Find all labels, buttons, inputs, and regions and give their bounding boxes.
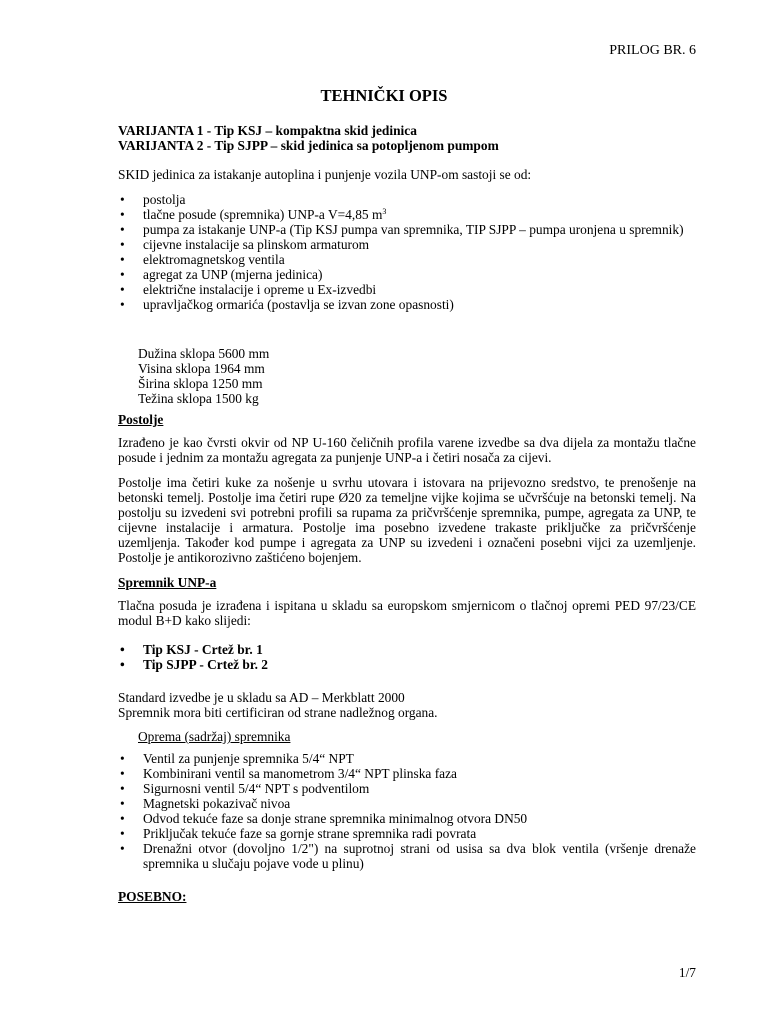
dimension-width: Širina sklopa 1250 mm: [138, 376, 263, 391]
standard-line: Standard izvedbe je u skladu sa AD – Merkblatt 2000: [118, 690, 405, 705]
page-number: 1/7: [678, 965, 696, 980]
list-item: • upravljačkog ormarića (postavlja se izvan zone opasnosti): [120, 297, 454, 312]
bullet-icon: •: [120, 222, 125, 237]
postolje-paragraph-1: Izrađeno je kao čvrsti okvir od NP U-160 čeličnih profila varene izvedbe sa dva dijela za montažu tlačne posude i jednim za montažu agregata za punjenje UNP-a i četiri nosača za cijevi.: [118, 435, 696, 465]
list-item: • tlačne posude (spremnika) UNP-a V=4,85 $m^3$: [120, 207, 387, 222]
list-item: • cijevne instalacije sa plinskom armaturom: [120, 237, 370, 252]
bullet-icon: •: [120, 192, 125, 207]
bullet-icon: •: [120, 282, 125, 297]
bullet-icon: •: [120, 841, 125, 856]
bullet-icon: •: [120, 766, 125, 781]
oprema-heading: Oprema (sadržaj) spremnika: [138, 729, 291, 744]
attachment-label: PRILOG BR. 6: [609, 43, 696, 58]
intro-text: SKID jedinica za istakanje autoplina i punjenje vozila UNP-om sastoji se od:: [118, 167, 532, 182]
spremnik-paragraph: Tlačna posuda je izrađena i ispitana u skladu sa europskom smjernicom o tlačnoj opremi PED 97/23/CE modul B+D kako slijedi:: [118, 598, 696, 628]
list-item: • Odvod tekuće faze sa donje strane spremnika minimalnog otvora DN50: [120, 811, 528, 826]
bullet-icon: •: [120, 297, 125, 312]
spremnik-heading: Spremnik UNP-a: [118, 575, 217, 590]
postolje-paragraph-2: Postolje ima četiri kuke za nošenje u svrhu utovara i istovara na prijevozno sredstvo, te prenošenje na betonski temelj. Postolje ima četiri rupe Ø20 za temeljne vijke kojima se učvršćuje na betonski temelj. Na postolju su izvedeni svi potrebni profili sa rupama za pričvršćenje spremnika, pumpe, agregata za UNP, te cijevne instalacije i armatura. Postolje ima posebno izvedene trakaste priključke za pričvršćenje uzemljenja. Također kod pumpe i agregata za UNP su izvedeni i označeni posebni vijci za uzemljenje. Postolje je antikorozivno zaštićeno bojenjem.: [118, 475, 696, 565]
postolje-heading: Postolje: [118, 412, 164, 427]
drawing-list: [118, 642, 696, 672]
posebno-heading: POSEBNO:: [118, 889, 187, 904]
bullet-icon: •: [120, 207, 125, 222]
list-item: • Priključak tekuće faze sa gornje strane spremnika radi povrata: [120, 826, 477, 841]
bullet-icon: •: [120, 781, 125, 796]
list-item: • agregat za UNP (mjerna jedinica): [120, 267, 323, 282]
bullet-icon: •: [120, 252, 125, 267]
list-item: • Tip SJPP - Crtež br. 2: [120, 657, 268, 672]
standard-block: [118, 690, 438, 720]
variant-list: [118, 123, 499, 153]
list-item: • postolja: [120, 192, 186, 207]
bullet-icon: •: [120, 657, 125, 672]
equipment-list: [118, 751, 696, 871]
list-item: • elektromagnetskog ventila: [120, 252, 285, 267]
bullet-icon: •: [120, 267, 125, 282]
list-item: • električne instalacije i opreme u Ex-izvedbi: [120, 282, 377, 297]
dimension-weight: Težina sklopa 1500 kg: [138, 391, 259, 406]
list-item: • Ventil za punjenje spremnika 5/4“ NPT: [120, 751, 354, 766]
certification-line: Spremnik mora biti certificiran od strane nadležnog organa.: [118, 705, 438, 720]
component-list: [118, 192, 696, 312]
list-item: • Kombinirani ventil sa manometrom 3/4“ NPT plinska faza: [120, 766, 457, 781]
bullet-icon: •: [120, 796, 125, 811]
list-item: • Magnetski pokazivač nivoa: [120, 796, 291, 811]
variant-1: VARIJANTA 1 - Tip KSJ – kompaktna skid jedinica: [118, 123, 417, 138]
dimension-height: Visina sklopa 1964 mm: [138, 361, 265, 376]
bullet-icon: •: [120, 237, 125, 252]
list-item: • pumpa za istakanje UNP-a (Tip KSJ pumpa van spremnika, TIP SJPP – pumpa uronjena u spremnik): [120, 222, 684, 237]
page-title: TEHNIČKI OPIS: [320, 86, 448, 105]
list-item: • Sigurnosni ventil 5/4“ NPT s podventilom: [120, 781, 370, 796]
bullet-icon: •: [120, 751, 125, 766]
bullet-icon: •: [120, 811, 125, 826]
variant-2: VARIJANTA 2 - Tip SJPP – skid jedinica sa potopljenom pumpom: [118, 138, 499, 153]
dimensions-block: [138, 346, 269, 406]
list-item: • Tip KSJ - Crtež br. 1: [120, 642, 263, 657]
bullet-icon: •: [120, 642, 125, 657]
cubic-superscript: 3: [382, 207, 387, 216]
bullet-icon: •: [120, 826, 125, 841]
dimension-length: Dužina sklopa 5600 mm: [138, 346, 270, 361]
list-item: • Drenažni otvor (dovoljno 1/2") na suprotnoj strani od usisa sa dva blok ventila (vršenje drenaže spremnika u slučaju pojave vode u plinu): [120, 841, 696, 871]
